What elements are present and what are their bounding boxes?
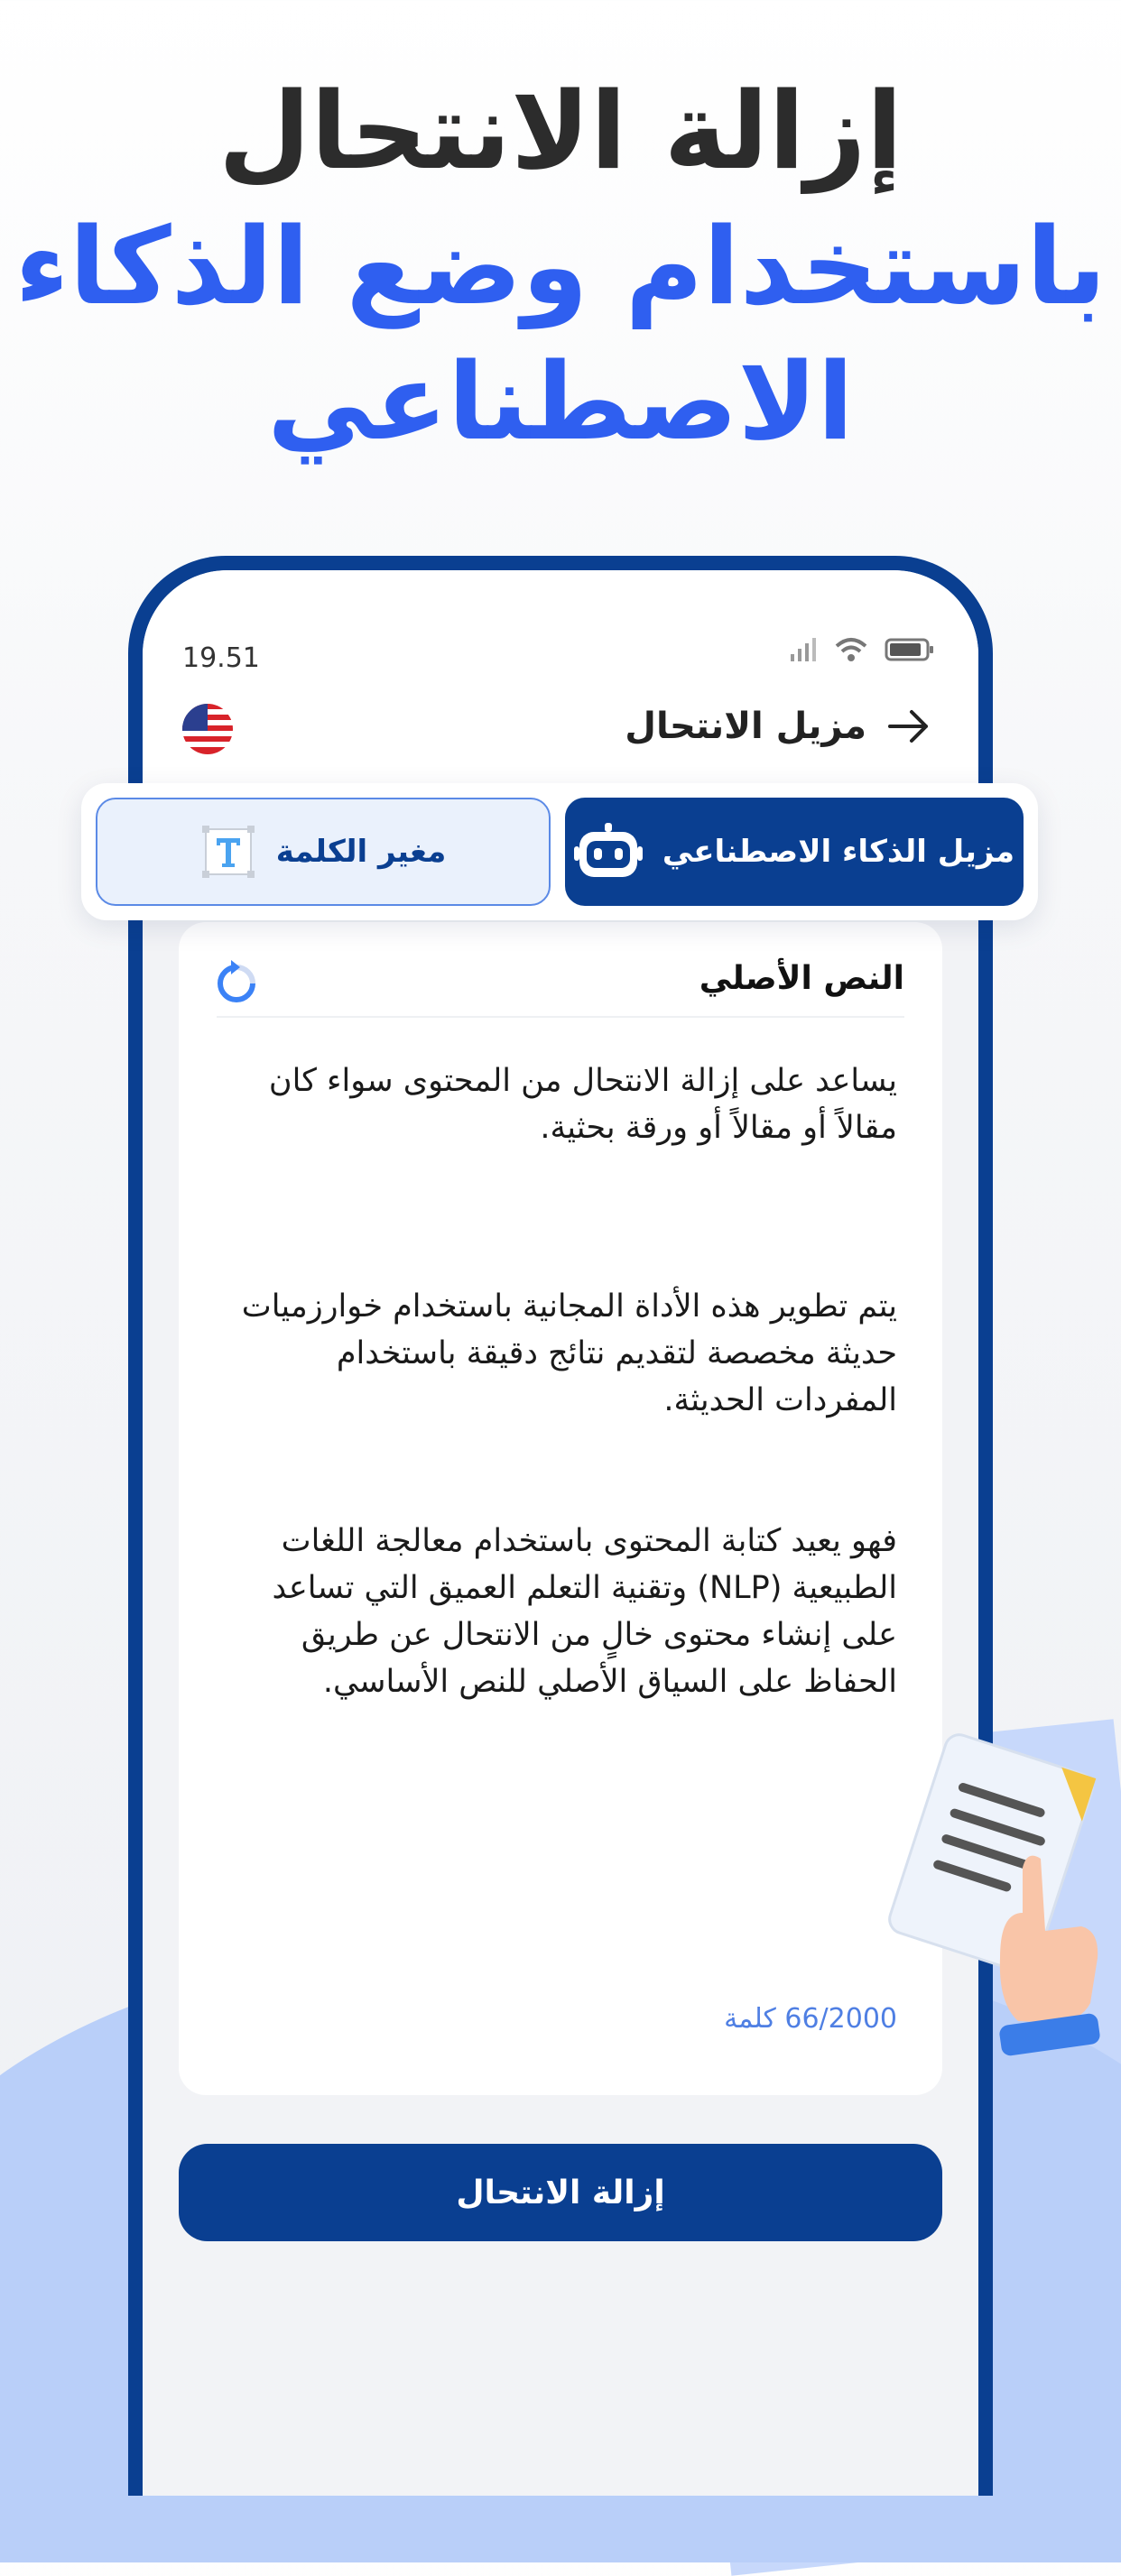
headline-line-2: باستخدام وضع الذكاء (14, 204, 1107, 328)
editor-title: النص الأصلي (699, 960, 904, 997)
promo-headline (0, 63, 1121, 469)
remove-plagiarism-button-label: إزالة الانتحال (456, 2174, 665, 2211)
text-editor-card[interactable] (179, 922, 942, 2095)
app-bar (625, 706, 931, 747)
status-icons (789, 637, 935, 662)
back-arrow-icon[interactable] (886, 708, 931, 744)
app-title: مزيل الانتحال (625, 706, 866, 747)
editor-divider (217, 1016, 904, 1018)
text-t-icon (200, 824, 256, 880)
battery-icon (885, 637, 935, 662)
document-hand-illustration (865, 1732, 1117, 2057)
signal-icon (789, 638, 818, 661)
robot-icon (574, 823, 643, 881)
tab-ai-remover-label: مزيل الذكاء الاصطناعي (662, 834, 1015, 870)
paragraph-3: فهو يعيد كتابة المحتوى باستخدام معالجة اللغات الطبيعية (NLP) وتقنية التعلم العميق التي تساعد على إنشاء محتوى خالٍ من الانتحال عن طريق الحفاظ على السياق الأصلي للنص الأساسي. (272, 1523, 897, 1700)
paragraph-2: يتم تطوير هذه الأداة المجانية باستخدام خوارزميات حديثة مخصصة لتقديم نتائج دقيقة باستخدام المفردات الحديثة. (241, 1288, 897, 1418)
tab-ai-remover[interactable] (565, 798, 1024, 906)
remove-plagiarism-button[interactable] (179, 2144, 942, 2241)
app-header (143, 570, 978, 805)
word-counter: 66/2000 كلمة (724, 2003, 897, 2035)
us-flag-icon[interactable] (182, 704, 233, 754)
wifi-icon (834, 637, 868, 662)
mode-tabs (81, 783, 1038, 920)
tab-word-changer[interactable] (96, 798, 551, 906)
tab-word-changer-label: مغير الكلمة (275, 834, 447, 870)
paragraph-1: يساعد على إزالة الانتحال من المحتوى سواء كان مقالاً أو مقالاً أو ورقة بحثية. (268, 1063, 897, 1146)
refresh-icon[interactable] (215, 958, 258, 1005)
headline-line-3: الاصطناعي (267, 339, 854, 464)
headline-line-1: إزالة الانتحال (218, 69, 903, 193)
status-time: 19.51 (182, 642, 260, 674)
